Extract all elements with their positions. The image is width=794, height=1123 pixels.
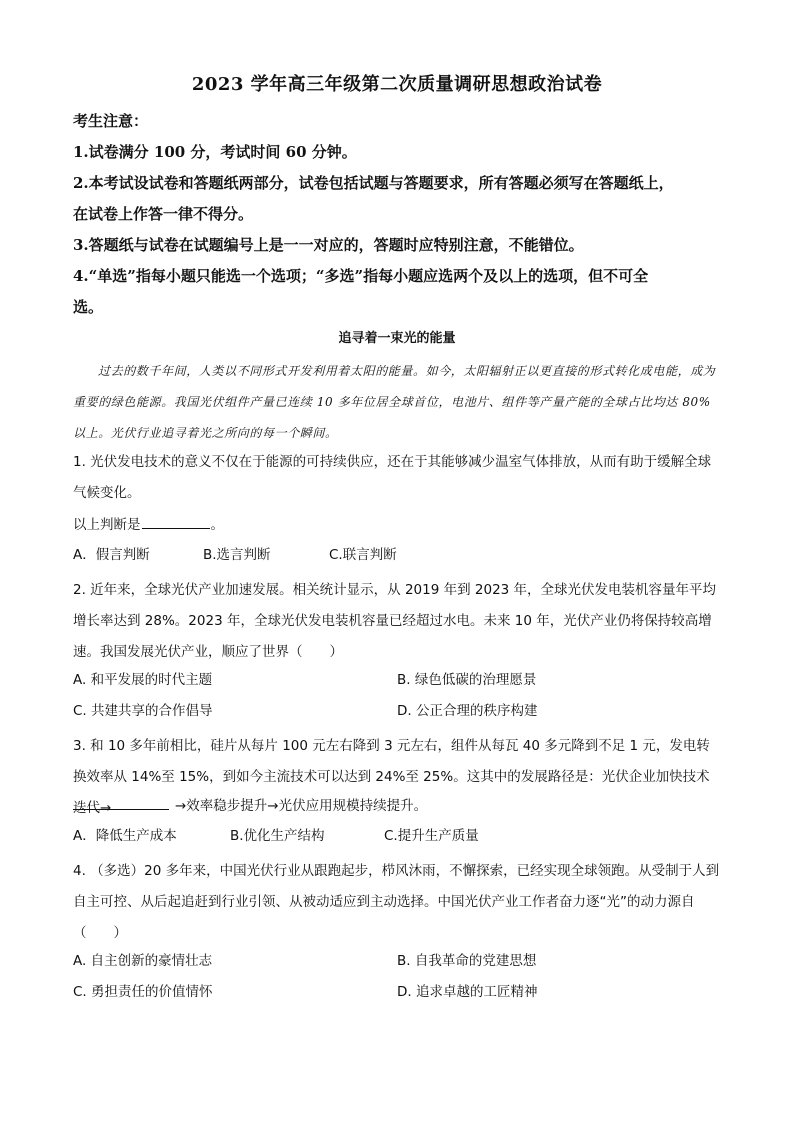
question-1-prompt-before: 以上判断是 <box>73 517 141 533</box>
notice-heading: 考生注意： <box>73 112 149 130</box>
question-3-option-c: C.提升生产质量 <box>384 828 479 844</box>
question-3-stem: 3. 和 10 多年前相比，硅片从每片 100 元左右降到 3 元左右，组件从每瓦 40 多元降到不足 1 元，发电转换效率从 14%至 15%，到如今主流技术可以达到 24%至 25%。这其中的发展路径是：光伏企业加快技术迭代→ <box>73 738 710 816</box>
question-1-prompt-after: 。 <box>210 517 224 533</box>
question-1-option-c: C.联言判断 <box>329 547 397 563</box>
question-1-option-b: B.选言判断 <box>203 547 271 563</box>
question-2-option-d: D. 公正合理的秩序构建 <box>397 703 538 719</box>
question-4-option-a: A. 自主创新的豪情壮志 <box>73 953 213 969</box>
question-3-chain-line <box>73 794 427 817</box>
notice-item-3: 3.答题纸与试卷在试题编号上是一一对应的，答题时应特别注意，不能错位。 <box>73 236 584 254</box>
question-2-option-b: B. 绿色低碳的治理愿景 <box>397 672 537 688</box>
notice-item-2-cont: 在试卷上作答一律不得分。 <box>73 205 254 223</box>
question-2-option-c: C. 共建共享的合作倡导 <box>73 703 213 719</box>
section-title: 追寻着一束光的能量 <box>338 331 456 346</box>
question-1-stem: 1. 光伏发电技术的意义不仅在于能源的可持续供应，还在于其能够减少温室气体排放，从而有助于缓解全球气候变化。 <box>73 454 712 501</box>
notice-item-4-cont: 选。 <box>73 298 104 316</box>
question-4-stem: 4. （多选）20 多年来，中国光伏行业从跟跑起步，栉风沐雨，不懈探索，已经实现全球领跑。从受制于人到自主可控、从后起追赶到行业引领、从被动适应到主动选择。中国光伏产业工作者奋力逐“光”的动力源自（ ） <box>73 863 720 941</box>
section-passage: 过去的数千年间，人类以不同形式开发利用着太阳的能量。如今，太阳辐射正以更直接的形式转化成电能，成为重要的绿色能源。我国光伏组件产量已连续 10 多年位居全球首位，电池片、组件等产量产能的全球占比均达 80%以上。光伏行业追寻着光之所向的每一个瞬间。 <box>73 364 716 440</box>
question-2-option-a: A. 和平发展的时代主题 <box>73 672 213 688</box>
question-1-prompt <box>73 513 224 536</box>
notice-block <box>73 106 733 323</box>
notice-item-1: 1.试卷满分 100 分，考试时间 60 分钟。 <box>73 143 357 161</box>
exam-title: 2023 学年高三年级第二次质量调研思想政治试卷 <box>191 74 603 95</box>
notice-item-2: 2.本考试设试卷和答题纸两部分，试卷包括试题与答题要求，所有答题必须写在答题纸上， <box>73 174 674 192</box>
question-3-option-b: B.优化生产结构 <box>230 828 325 844</box>
question-4-option-c: C. 勇担责任的价值情怀 <box>73 984 213 1000</box>
question-4-option-d: D. 追求卓越的工匠精神 <box>397 984 538 1000</box>
question-3-option-a: A．降低生产成本 <box>73 828 177 844</box>
question-1-option-a: A．假言判断 <box>73 547 150 563</box>
question-1-answer-blank[interactable] <box>142 513 210 529</box>
notice-item-4: 4.“单选”指每小题只能选一个选项；“多选”指每小题应选两个及以上的选项，但不可全 <box>73 267 649 285</box>
question-3-chain-after: →效率稳步提升→光伏应用规模持续提升。 <box>175 798 428 814</box>
question-2-stem: 2. 近年来，全球光伏产业加速发展。相关统计显示，从 2019 年到 2023 年，全球光伏发电装机容量年平均增长率达到 28%。2023 年，全球光伏发电装机容量已经超过水电。未来 10 年，光伏产业仍将保持较高增速。我国发展光伏产业，顺应了世界（ ） <box>73 582 717 660</box>
question-4-option-b: B. 自我革命的党建思想 <box>397 953 537 969</box>
question-3-answer-blank[interactable] <box>73 794 169 810</box>
